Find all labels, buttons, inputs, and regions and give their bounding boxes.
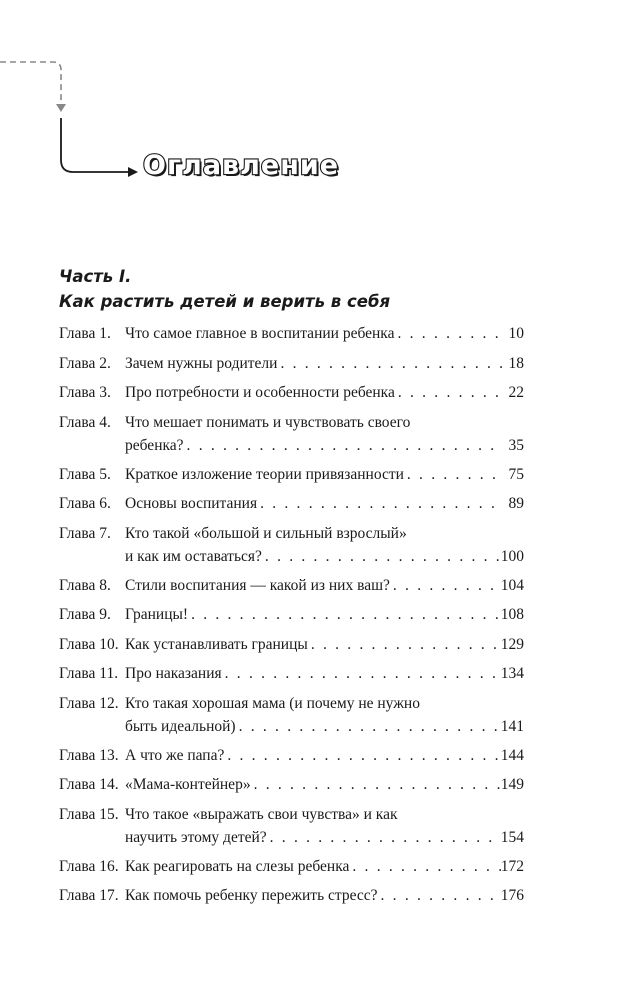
- chapter-title: ребенка?: [125, 436, 184, 454]
- chapter-title-line: Что такое «выражать свои чувства» и как: [125, 805, 398, 823]
- chapter-title: Как реагировать на слезы ребенка: [125, 857, 350, 875]
- page-number: 35: [508, 436, 524, 454]
- chapter-title: Зачем нужны родители: [125, 354, 278, 372]
- chapter-title: и как им оставаться?: [125, 547, 262, 565]
- chapter-label: Глава 4.: [59, 413, 111, 431]
- page-number: 89: [508, 495, 524, 512]
- chapter-title: Что самое главное в воспитании ребенка: [125, 325, 395, 342]
- chapter-title: Про потребности и особенности ребенка: [125, 384, 395, 401]
- toc-entry: [59, 574, 524, 597]
- dot-leader: [277, 352, 502, 375]
- chapter-label: Глава 7.: [59, 524, 111, 542]
- page-title: Оглавление: [143, 150, 340, 181]
- part-heading: [59, 264, 390, 314]
- toc-entry: [59, 692, 524, 738]
- dot-leader: [267, 826, 501, 849]
- chapter-label: Глава 11.: [59, 665, 119, 682]
- chapter-label: Глава 2.: [59, 354, 111, 372]
- chapter-label: Глава 10.: [59, 635, 119, 653]
- page-number: 108: [500, 606, 524, 623]
- page-number: 172: [500, 857, 524, 875]
- toc-entry: [59, 884, 524, 907]
- chapter-title: Краткое изложение теории привязанности: [125, 465, 404, 483]
- page-number: 176: [500, 887, 524, 904]
- chapter-label: Глава 5.: [59, 465, 111, 483]
- chapter-label: Глава 1.: [59, 325, 111, 342]
- dot-leader: [378, 884, 501, 907]
- dot-leader: [188, 603, 501, 626]
- page-number: 75: [508, 465, 524, 483]
- chapter-title-line: Что мешает понимать и чувствовать своего: [125, 413, 411, 431]
- chapter-title: «Мама-контейнер»: [125, 776, 251, 793]
- toc-entry: [59, 411, 524, 457]
- chapter-label: Глава 12.: [59, 694, 119, 712]
- dot-leader: [395, 322, 503, 345]
- part-number: Часть I.: [59, 267, 132, 286]
- chapter-label: Глава 14.: [59, 776, 119, 793]
- table-of-contents: [59, 322, 524, 914]
- dot-leader: [257, 492, 502, 515]
- dot-leader: [308, 633, 501, 656]
- chapter-title: А что же папа?: [125, 746, 225, 764]
- dot-leader: [390, 574, 501, 597]
- dot-leader: [251, 773, 501, 796]
- toc-entry: [59, 803, 524, 849]
- toc-entry: [59, 492, 524, 515]
- toc-entry: [59, 463, 524, 486]
- toc-entry: [59, 352, 524, 375]
- chapter-title: быть идеальной): [125, 717, 236, 735]
- page-number: 22: [508, 384, 524, 401]
- chapter-label: Глава 8.: [59, 576, 111, 594]
- page-number: 100: [500, 547, 524, 565]
- chapter-label: Глава 6.: [59, 495, 111, 512]
- page-number: 154: [500, 828, 524, 846]
- dot-leader: [262, 545, 501, 568]
- chapter-title: Про наказания: [125, 665, 222, 682]
- chapter-label: Глава 3.: [59, 384, 111, 401]
- chapter-title-line: Кто такой «большой и сильный взрослый»: [125, 524, 407, 542]
- dot-leader: [236, 715, 501, 738]
- dot-leader: [395, 381, 502, 404]
- part-title: Как растить детей и верить в себя: [59, 292, 391, 311]
- page-number: 144: [500, 746, 524, 764]
- chapter-title: Основы воспитания: [125, 495, 258, 512]
- toc-entry: [59, 744, 524, 767]
- toc-entry: [59, 855, 524, 878]
- chapter-title-line: Кто такая хорошая мама (и почему не нужно: [125, 694, 420, 712]
- page-number: 134: [500, 665, 524, 682]
- dot-leader: [222, 662, 501, 685]
- toc-entry: [59, 773, 524, 796]
- toc-entry: [59, 522, 524, 568]
- chapter-label: Глава 15.: [59, 805, 119, 823]
- chapter-label: Глава 13.: [59, 746, 119, 764]
- chapter-title: Как устанавливать границы: [125, 635, 308, 653]
- dot-leader: [184, 434, 502, 457]
- chapter-label: Глава 16.: [59, 857, 119, 875]
- page-number: 141: [500, 717, 524, 735]
- chapter-label: Глава 17.: [59, 887, 119, 904]
- page-number: 10: [508, 325, 524, 342]
- dot-leader: [349, 855, 500, 878]
- toc-entry: [59, 633, 524, 656]
- toc-entry: [59, 381, 524, 404]
- chapter-title: Стили воспитания — какой из них ваш?: [125, 576, 390, 594]
- page-number: 104: [500, 576, 524, 594]
- dot-leader: [224, 744, 500, 767]
- toc-entry: [59, 603, 524, 626]
- chapter-title: Как помочь ребенку пережить стресс?: [125, 887, 378, 904]
- page-number: 149: [500, 776, 524, 793]
- dot-leader: [404, 463, 502, 486]
- toc-entry: [59, 662, 524, 685]
- page-number: 129: [500, 635, 524, 653]
- toc-entry: [59, 322, 524, 345]
- chapter-title: научить этому детей?: [125, 828, 267, 846]
- chapter-label: Глава 9.: [59, 606, 111, 623]
- page-number: 18: [508, 354, 524, 372]
- chapter-title: Границы!: [125, 606, 189, 623]
